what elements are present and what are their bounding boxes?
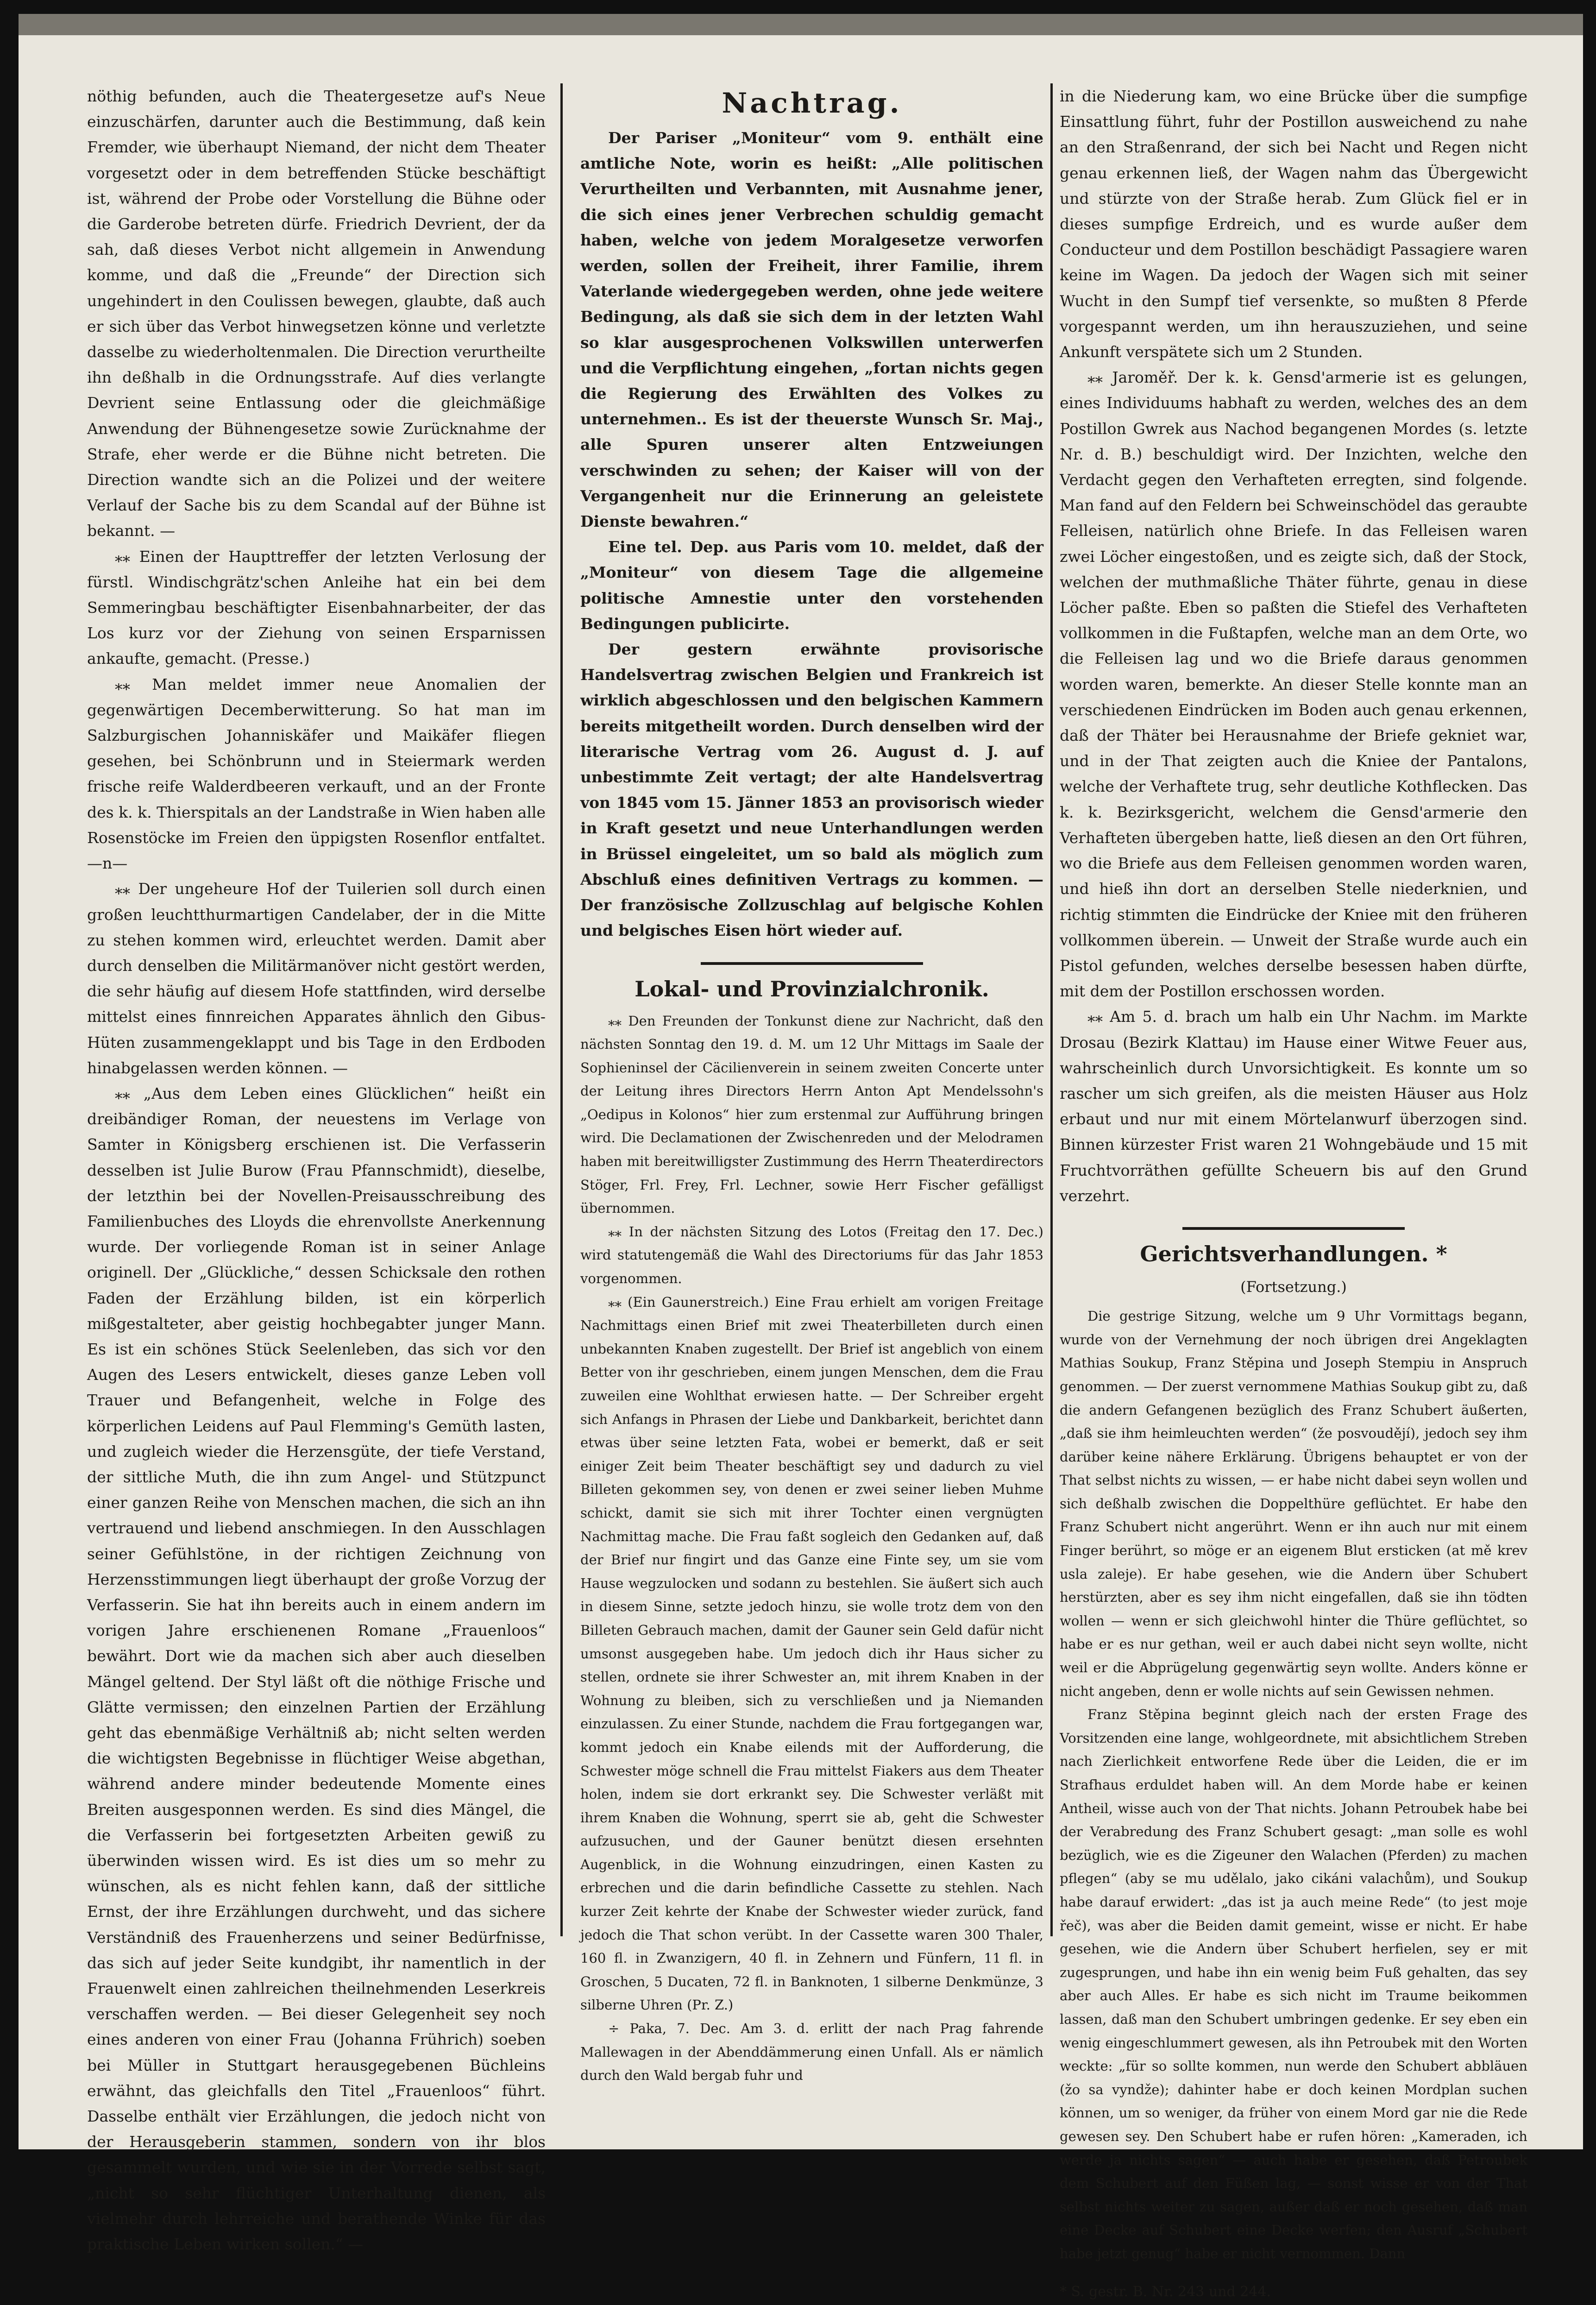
column-left	[87, 83, 546, 2254]
column-right	[1060, 83, 1528, 2300]
section-separator	[1182, 1227, 1405, 1230]
article-amnesty: Eine tel. Dep. aus Paris vom 10. meldet, daß der „Moniteur“ von diesem Tage die allgemeine politische Amnestie unter den vorstehenden Bedingungen publicirte.	[580, 538, 1043, 633]
column-middle	[580, 83, 1043, 2131]
footnote: * S. gestr. B. Nr. 243 und 244.	[1060, 2284, 1271, 2300]
page-top-edge	[19, 14, 1583, 35]
article-tuileries: ⁎⁎ Der ungeheure Hof der Tuilerien soll durch einen großen leuchtthurmartigen Candelaber, der in die Mitte zu stehen kommen wird, erleuchtet werden. Damit aber durch denselben die Militärmanöver nicht gestört werden, die sehr häufig auf diesem Hofe stattfinden, wird derselbe mittelst eines finnreichen Apparates ähnlich den Gibus-Hüten zusammengeklappt und bis Tage in den Erdboden hinabgelassen werden können. —	[87, 880, 546, 1077]
section-heading-court: Gerichtsverhandlungen. *	[1140, 1241, 1447, 1266]
newspaper-page	[19, 14, 1583, 2300]
section-separator	[701, 962, 923, 965]
article-weather: ⁎⁎ Man meldet immer neue Anomalien der gegenwärtigen Decemberwitterung. So hat man im Salzburgischen Johanniskäfer und Maikäfer fliegen gesehen, bei Schönbrunn und in Steiermark werden frische reife Walderdbeeren verkauft, und an der Fronte des k. k. Thierspitals an der Landstraße in Wien haben alle Rosenstöcke im Freien den üppigsten Rosenflor entfaltet. —n—	[87, 675, 546, 873]
article-moniteur-note: Der Pariser „Moniteur“ vom 9. enthält eine amtliche Note, worin es heißt: „Alle politischen Verurtheilten und Verbannten, mit Ausnahme jener, die sich eines jener Verbrechen schuldig gemacht haben, welche von jedem Moralgesetze verworfen werden, sollen der Freiheit, ihrer Familie, ihrem Vaterlande wiedergegeben werden, ohne jede weitere Bedingung, als daß sie sich dem in der letzten Wahl so klar ausgesprochenen Volkswillen unterwerfen und die Verpflichtung eingehen, „fortan nichts gegen die Regierung des Erwählten des Volkes zu unternehmen.. Es ist der theuerste Wunsch Sr. Maj., alle Spuren unserer alten Entzweiungen verschwinden zu sehen; der Kaiser will von der Vergangenheit nur die Erinnerung an geleistete Dienste bewahren.“	[580, 129, 1043, 531]
section-subheading: (Fortsetzung.)	[1240, 1278, 1347, 1296]
section-heading-nachtrag: Nachtrag.	[722, 87, 902, 120]
article-concert: ⁎⁎ Den Freunden der Tonkunst diene zur Nachricht, daß den nächsten Sonntag den 19. d. M. um 12 Uhr Mittags im Saale der Sophieninsel der Cäcilienverein in seinem zweiten Concerte unter der Leitung ihres Directors Herrn Anton Apt Mendelssohn's „Oedipus in Kolonos“ hier zum erstenmal zur Aufführung bringen wird. Die Declamationen der Zwischenreden und der Melodramen haben mit bereitwilligster Zustimmung des Herrn Theaterdirectors Stöger, Frl. Frey, Frl. Lechner, sowie Herr Fischer gefälligst übernommen.	[580, 1013, 1043, 1216]
article-theater: nöthig befunden, auch die Theatergesetze auf's Neue einzuschärfen, darunter auch die Bestimmung, daß kein Fremder, wie überhaupt Niemand, der nicht dem Theater vorgesetzt oder in dem betreffenden Stücke beschäftigt ist, während der Probe oder Vorstellung die Bühne oder die Garderobe betreten dürfe. Friedrich Devrient, der da sah, daß dieses Verbot nicht allgemein in Anwendung komme, und daß die „Freunde“ der Direction sich ungehindert in den Coulissen bewegen, glaubte, daß auch er sich über das Verbot hinwegsetzen könne und verletzte dasselbe zu wiederholtenmalen. Die Direction verurtheilte ihn deßhalb in die Ordnungsstrafe. Auf dies verlangte Devrient seine Entlassung oder die gleichmäßige Anwendung der Bühnengesetze sowie Zurücknahme der Strafe, eher werde er die Bühne nicht betreten. Die Direction wandte sich an die Polizei und der weitere Verlauf der Sache bis zu dem Scandal auf der Bühne ist bekannt. —	[87, 87, 546, 540]
article-fire: ⁎⁎ Am 5. d. brach um halb ein Uhr Nachm. im Markte Drosau (Bezirk Klattau) im Hause einer Witwe Feuer aus, wahrscheinlich durch Unvorsichtigkeit. Es konnte um so rascher um sich greifen, als die meisten Häuser aus Holz erbaut und nur mit einem Mörtelanwurf überzogen sind. Binnen kürzester Frist waren 21 Wohngebäude und 15 mit Fruchtvorräthen gefüllte Scheuern bis auf den Grund verzehrt.	[1060, 1008, 1527, 1205]
article-lottery: ⁎⁎ Einen der Haupttreffer der letzten Verlosung der fürstl. Windischgrätz'schen Anleihe hat ein bei dem Semmeringbau beschäftigter Eisenbahnarbeiter, der das Los kurz vor der Ziehung von seinen Ersparnissen ankaufte, gemacht. (Presse.)	[87, 547, 546, 668]
article-lotos: ⁎⁎ In der nächsten Sitzung des Lotos (Freitag den 17. Dec.) wird statutengemäß die Wahl des Directoriums für das Jahr 1853 vorgenommen.	[580, 1223, 1043, 1287]
article-court-stepina: Franz Stěpina beginnt gleich nach der ersten Frage des Vorsitzenden eine lange, wohlgeordnete, mit absichtlichem Streben nach Zierlichkeit entworfene Rede über die Leiden, die er im Strafhaus erduldet haben will. An dem Morde habe er keinen Antheil, wisse auch von der That nichts. Johann Petroubek habe bei der Verabredung des Franz Schubert gesagt: „man solle es wohl bezüglich, wie es die Zigeuner den Walachen (Pferden) zu machen pflegen“ (aby se mu udělalo, jako cikáni valachům), und Soukup habe darauf erwidert: „das ist ja auch meine Rede“ (to jest moje řeč), was aber die Beiden damit gemeint, wisse er nicht. Er habe gesehen, wie die Andern über Schubert herfielen, sey er mit zugesprungen, und habe ihn ein wenig beim Fuß gehalten, das sey aber auch Alles. Er habe es sich nicht im Traume beikommen lassen, daß man den Schubert umbringen gedenke. Er sey eben ein wenig eingeschlummert gewesen, als ihn Petroubek mit den Worten weckte: „für so sollte kommen, nun werde den Schubert abbläuen (žo sa vyndže); dahinter habe er doch keinen Mordplan suchen können, um so weniger, da früher von einem Mord gar nie die Rede gewesen sey. Den Schubert habe er rufen hören: „Kameraden, ich werde ja nichts sagen“ — auch habe er gesehen, daß Petroubek dem Schubert auf den Füßen lag, — sonst wisse er von der That selbst nichts weiter zu sagen, außer daß er noch gesehen, daß man eine Decke auf Schubert eine Decke werfen; den Ausruf „Schubert habe jetzt genug“ habe er nicht vernommen. Dann	[1060, 1707, 1527, 2261]
column-divider	[1050, 83, 1053, 1936]
section-heading-chronik: Lokal- und Provinzialchronik.	[635, 976, 989, 1001]
article-gaunerstreich: ⁎⁎ (Ein Gaunerstreich.) Eine Frau erhielt am vorigen Freitage Nachmittags einen Brief mit zwei Theaterbilleten durch einen unbekannten Knaben zugestellt. Der Brief ist angeblich von einem Better von ihr geschrieben, einem jungen Menschen, dem die Frau zuweilen eine Wohlthat erwiesen hatte. — Der Schreiber ergeht sich Anfangs in Phrasen der Liebe und Dankbarkeit, berichtet dann etwas über seine letzten Fata, wobei er bemerkt, daß er seit einiger Zeit beim Theater beschäftigt sey und dadurch zu viel Billeten gekommen sey, von denen er zwei seiner lieben Muhme schickt, damit sie sich mit ihrer Tochter einen vergnügten Nachmittag mache. Die Frau faßt sogleich den Gedanken auf, daß der Brief nur fingirt und das Ganze eine Finte sey, um sie vom Hause wegzulocken und sodann zu bestehlen. Sie äußert sich auch in diesem Sinne, setzte jedoch hinzu, sie wolle trotz dem von den Billeten Gebrauch machen, damit der Gauner sein Geld dafür nicht umsonst ausgegeben habe. Um jedoch dich ihr Haus sicher zu stellen, ordnete sie ihrer Schwester an, mit ihrem Knaben in der Wohnung zu bleiben, sich zu verschließen und ja Niemanden einzulassen. Zu einer Stunde, nachdem die Frau fortgegangen war, kommt jedoch ein Knabe eilends mit der Aufforderung, die Schwester möge schnell die Frau mittelst Fiakers aus dem Theater holen, indem sie dort erkrankt sey. Die Schwester verläßt mit ihrem Knaben die Wohnung, sperrt sie ab, geht die Schwester aufzusuchen, und der Gauner benützt diesen ersehnten Augenblick, in die Wohnung einzudringen, einen Kasten zu erbrechen und die darin befindliche Cassette zu stehlen. Nach kurzer Zeit kehrte der Knabe der Schwester wieder zurück, fand jedoch die That schon verübt. In der Cassette waren 300 Thaler, 160 fl. in Zwanzigern, 40 fl. in Zehnern und Fünfern, 11 fl. in Groschen, 5 Ducaten, 72 fl. in Banknoten, 1 silberne Denkmünze, 3 silberne Uhren (Pr. Z.)	[580, 1294, 1043, 2013]
article-novel-review: ⁎⁎ „Aus dem Leben eines Glücklichen“ heißt ein dreibändiger Roman, der neuestens im Verlage von Samter in Königsberg erschienen ist. Die Verfasserin desselben ist Julie Burow (Frau Pfannschmidt), dieselbe, der letzthin bei der Novellen-Preisausschreibung des Familienbuches des Lloyds die ehrenvollste Anerkennung wurde. Der vorliegende Roman ist in seiner Anlage originell. Der „Glückliche,“ dessen Schicksale den rothen Faden der Erzählung bilden, ist ein körperlich mißgestalteter, aber geistig hochbegabter junger Mann. Es ist ein schönes Stück Seelenleben, das sich vor den Augen des Lesers entwickelt, dieses ganze Leben voll Trauer und Befangenheit, welche in Folge des körperlichen Leidens auf Paul Flemming's Gemüth lasten, und zugleich wieder die Herzensgüte, der tiefe Verstand, der sittliche Muth, die ihn zum Angel- und Stützpunct einer ganzen Reihe von Menschen machen, die sich an ihn vertrauend und liebend anschmiegen. In den Ausschlagen seiner Gefühlstöne, in der richtigen Zeichnung von Herzensstimmungen liegt überhaupt der große Vorzug der Verfasserin. Sie hat ihn bereits auch in einem andern im vorigen Jahre erschienenen Romane „Frauenloos“ bewährt. Dort wie da machen sich aber auch dieselben Mängel geltend. Der Styl läßt oft die nöthige Frische und Glätte vermissen; den einzelnen Partien der Erzählung geht das ebenmäßige Verhältniß ab; nicht selten werden die wichtigsten Begebnisse in flüchtiger Weise abgethan, während andere minder bedeutende Momente eines Breiten ausgesponnen werden. Es sind dies Mängel, die die Verfasserin bei fortgesetzten Arbeiten gewiß zu überwinden wissen wird. Es ist dies um so mehr zu wünschen, als es nicht fehlen kann, daß der sittliche Ernst, der ihre Erzählungen durchweht, und das sichere Verständniß des Frauenherzens und seiner Bedürfnisse, das sich auf jeder Seite kundgibt, ihr namentlich in der Frauenwelt einen zahlreichen theilnehmenden Leserkreis verschaffen werden. — Bei dieser Gelegenheit sey noch eines anderen von einer Frau (Johanna Frührich) soeben bei Müller in Stuttgart herausgegebenen Büchleins erwähnt, das gleichfalls den Titel „Frauenloos“ führt. Dasselbe enthält vier Erzählungen, die jedoch nicht von der Herausgeberin stammen, sondern von ihr blos gesammelt wurden, und wie sie in der Vorrede selbst sagt, „nicht so sehr flüchtiger Unterhaltung dienen, als vielmehr durch lehrreiche und berathende Winke für das praktische Leben wirken sollen.“ —	[87, 1084, 546, 2254]
article-jaromer: ⁎⁎ Jaroměř. Der k. k. Gensd'armerie ist es gelungen, eines Individuums habhaft zu werden, welches des an dem Postillon Gwrek aus Nachod begangenen Mordes (s. letzte Nr. d. B.) beschuldigt wird. Der Inzichten, welche den Verdacht gegen den Verhafteten erregten, sind folgende. Man fand auf den Feldern bei Schweinschödel das geraubte Felleisen, natürlich ohne Briefe. In das Felleisen waren zwei Löcher eingestoßen, und es zeigte sich, daß der Stock, welchen der muthmaßliche Thäter führte, genau in diese Löcher paßte. Eben so paßten die Stiefel des Verhafteten vollkommen in die Fußtapfen, welche man an dem Orte, wo die Felleisen lag und wo die Briefe daraus genommen worden waren, bemerkte. An dieser Stelle konnte man an verschiedenen Eindrücken im Boden auch genau erkennen, daß der Thäter bei Herausnahme der Briefe gekniet war, und in der That zeigten auch die Kniee der Pantalons, welche der Verhaftete trug, sehr deutliche Kothflecken. Das k. k. Bezirksgericht, welchem die Gensd'armerie den Verhafteten übergeben hatte, ließ diesen an den Ort führen, wo die Briefe aus dem Felleisen genommen worden waren, und hieß ihn dort an derselben Stelle niederknien, und richtig stimmten die Eindrücke der Kniee mit den früheren vollkommen überein. — Unweit der Straße wurde auch ein Pistol gefunden, welches derselbe besessen haben dürfte, mit dem der Postillon erschossen worden.	[1060, 368, 1528, 1001]
article-paka-cont: in die Niederung kam, wo eine Brücke über die sumpfige Einsattlung führt, fuhr der Postillon ausweichend zu nahe an den Straßenrand, der sich bei Nacht und Regen nicht genau erkennen ließ, der Wagen nahm das Übergewicht und stürzte von der Straße herab. Zum Glück fiel er in dieses sumpfige Erdreich, und es wurde außer dem Conducteur und dem Postillon beschädigt Passagiere waren keine im Wagen. Da jedoch der Wagen sich mit seiner Wucht in den Sumpf tief versenkte, so mußten 8 Pferde vorgespannt werden, um ihn herauszuziehen, und seine Ankunft verspätete sich um 2 Stunden.	[1060, 87, 1527, 361]
article-paka: ÷ Paka, 7. Dec. Am 3. d. erlitt der nach Prag fahrende Mallewagen in der Abenddämmerung einen Unfall. Als er nämlich durch den Wald bergab fuhr und	[580, 2021, 1043, 2084]
article-court-session: Die gestrige Sitzung, welche um 9 Uhr Vormittags begann, wurde von der Vernehmung der noch übrigen drei Angeklagten Mathias Soukup, Franz Stěpina und Joseph Stempiu in Anspruch genommen. — Der zuerst vernommene Mathias Soukup gibt zu, daß die andern Gefangenen bezüglich des Franz Schubert äußerten, „daß sie ihm heimleuchten werden“ (že posvoudějí), jedoch sey ihm darüber keine nähere Erklärung. Übrigens behauptet er von der That selbst nichts zu wissen, — er habe nicht dabei seyn wollen und sich deßhalb zwischen die Doppelthüre geflüchtet. Er habe den Franz Schubert nicht angerührt. Wenn er ihn auch nur mit einem Finger berührt, so möge er an eigenem Blut ersticken (at mě krev usla zaleje). Er habe gesehen, wie die Andern über Schubert herstürzten, aber es sey ihm nicht eingefallen, daß sie ihn tödten wollen — wenn er sich gleichwohl hinter die Thüre geflüchtet, so habe er es nur gethan, weil er auch dabei nicht seyn wollte, nicht weil er die Abprügelung gegenwärtig seyn wollte. Anders könne er nicht angeben, denn er wolle nichts auf sein Gewissen nehmen.	[1060, 1308, 1527, 1699]
article-trade-treaty: Der gestern erwähnte provisorische Handelsvertrag zwischen Belgien und Frankreich ist wirklich abgeschlossen und den belgischen Kammern bereits mitgetheilt worden. Durch denselben wird der literarische Vertrag vom 26. August d. J. auf unbestimmte Zeit vertagt; der alte Handelsvertrag von 1845 vom 15. Jänner 1853 an provisorisch wieder in Kraft gesetzt und neue Unterhandlungen werden in Brüssel eingeleitet, um so bald als möglich zum Abschluß eines definitiven Vertrags zu kommen. — Der französische Zollzuschlag auf belgische Kohlen und belgisches Eisen hört wieder auf.	[580, 640, 1043, 940]
column-divider	[560, 83, 563, 1936]
